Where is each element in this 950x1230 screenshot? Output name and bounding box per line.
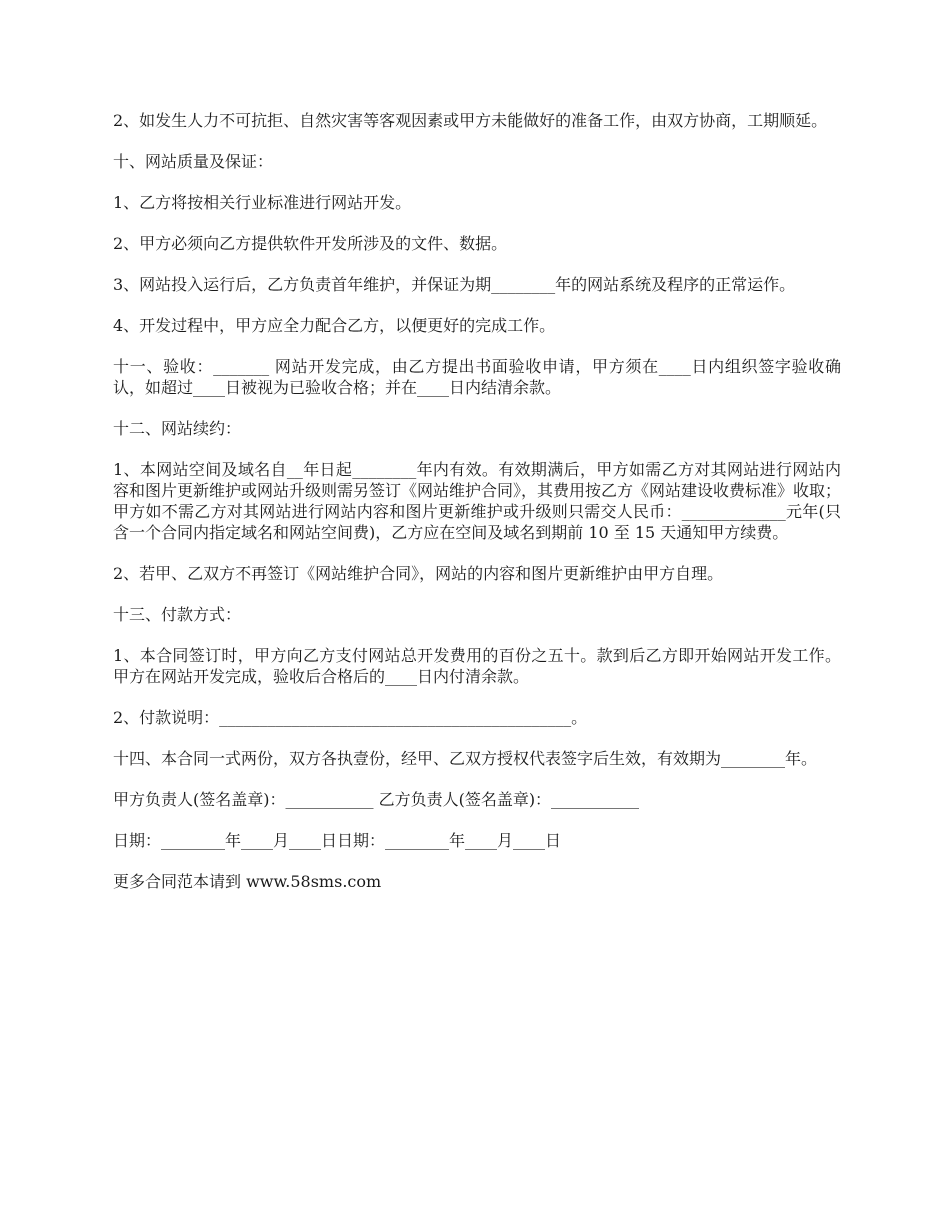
paragraph-payment-1: 1、本合同签订时，甲方向乙方支付网站总开发费用的百份之五十。款到后乙方即开始网站开发工作。甲方在网站开发完成，验收后合格后的____日内付清余款。 [113, 646, 841, 686]
paragraph-acceptance: 十一、验收：_______ 网站开发完成，由乙方提出书面验收申请，甲方须在____日内组织签字验收确认，如超过____日被视为已验收合格；并在____日内结清余款。 [113, 357, 841, 397]
paragraph-payment-2: 2、付款说明：____________________________________________。 [113, 708, 588, 727]
paragraph-copies: 十四、本合同一式两份，双方各执壹份，经甲、乙双方授权代表签字后生效，有效期为________年。 [113, 749, 818, 768]
date-line: 日期：________年____月____日日期：________年____月____日 [113, 831, 562, 850]
document-page [113, 110, 841, 912]
paragraph-quality-1: 1、乙方将按相关行业标准进行网站开发。 [113, 193, 412, 212]
footer-more-templates: 更多合同范本请到 www.58sms.com [113, 872, 382, 891]
heading-payment: 十三、付款方式： [113, 605, 242, 624]
paragraph-quality-3: 3、网站投入运行后，乙方负责首年维护，并保证为期________年的网站系统及程序的正常运作。 [113, 275, 796, 294]
paragraph-renewal-1: 1、本网站空间及域名自__年日起________年内有效。有效期满后，甲方如需乙方对其网站进行网站内容和图片更新维护或网站升级则需另签订《网站维护合同》，其费用按乙方《网站建设收费标准》收取；甲方如不需乙方对其网站进行网站内容和图片更新维护或升级则只需交人民币：_____________元年(只含一个合同内指定域名和网站空间费)，乙方应在空间及域名到期前 10 至 15 天通知甲方续费。 [113, 460, 842, 542]
heading-renewal: 十二、网站续约： [113, 419, 242, 438]
paragraph-delay-clause: 2、如发生人力不可抗拒、自然灾害等客观因素或甲方未能做好的准备工作，由双方协商，工期顺延。 [113, 111, 828, 130]
signature-line: 甲方负责人(签名盖章)：___________ 乙方负责人(签名盖章)：___________ [113, 790, 640, 809]
paragraph-quality-4: 4、开发过程中，甲方应全力配合乙方，以便更好的完成工作。 [113, 316, 556, 335]
paragraph-renewal-2: 2、若甲、乙双方不再签订《网站维护合同》，网站的内容和图片更新维护由甲方自理。 [113, 564, 724, 583]
heading-quality: 十、网站质量及保证： [113, 152, 274, 171]
paragraph-quality-2: 2、甲方必须向乙方提供软件开发所涉及的文件、数据。 [113, 234, 508, 253]
